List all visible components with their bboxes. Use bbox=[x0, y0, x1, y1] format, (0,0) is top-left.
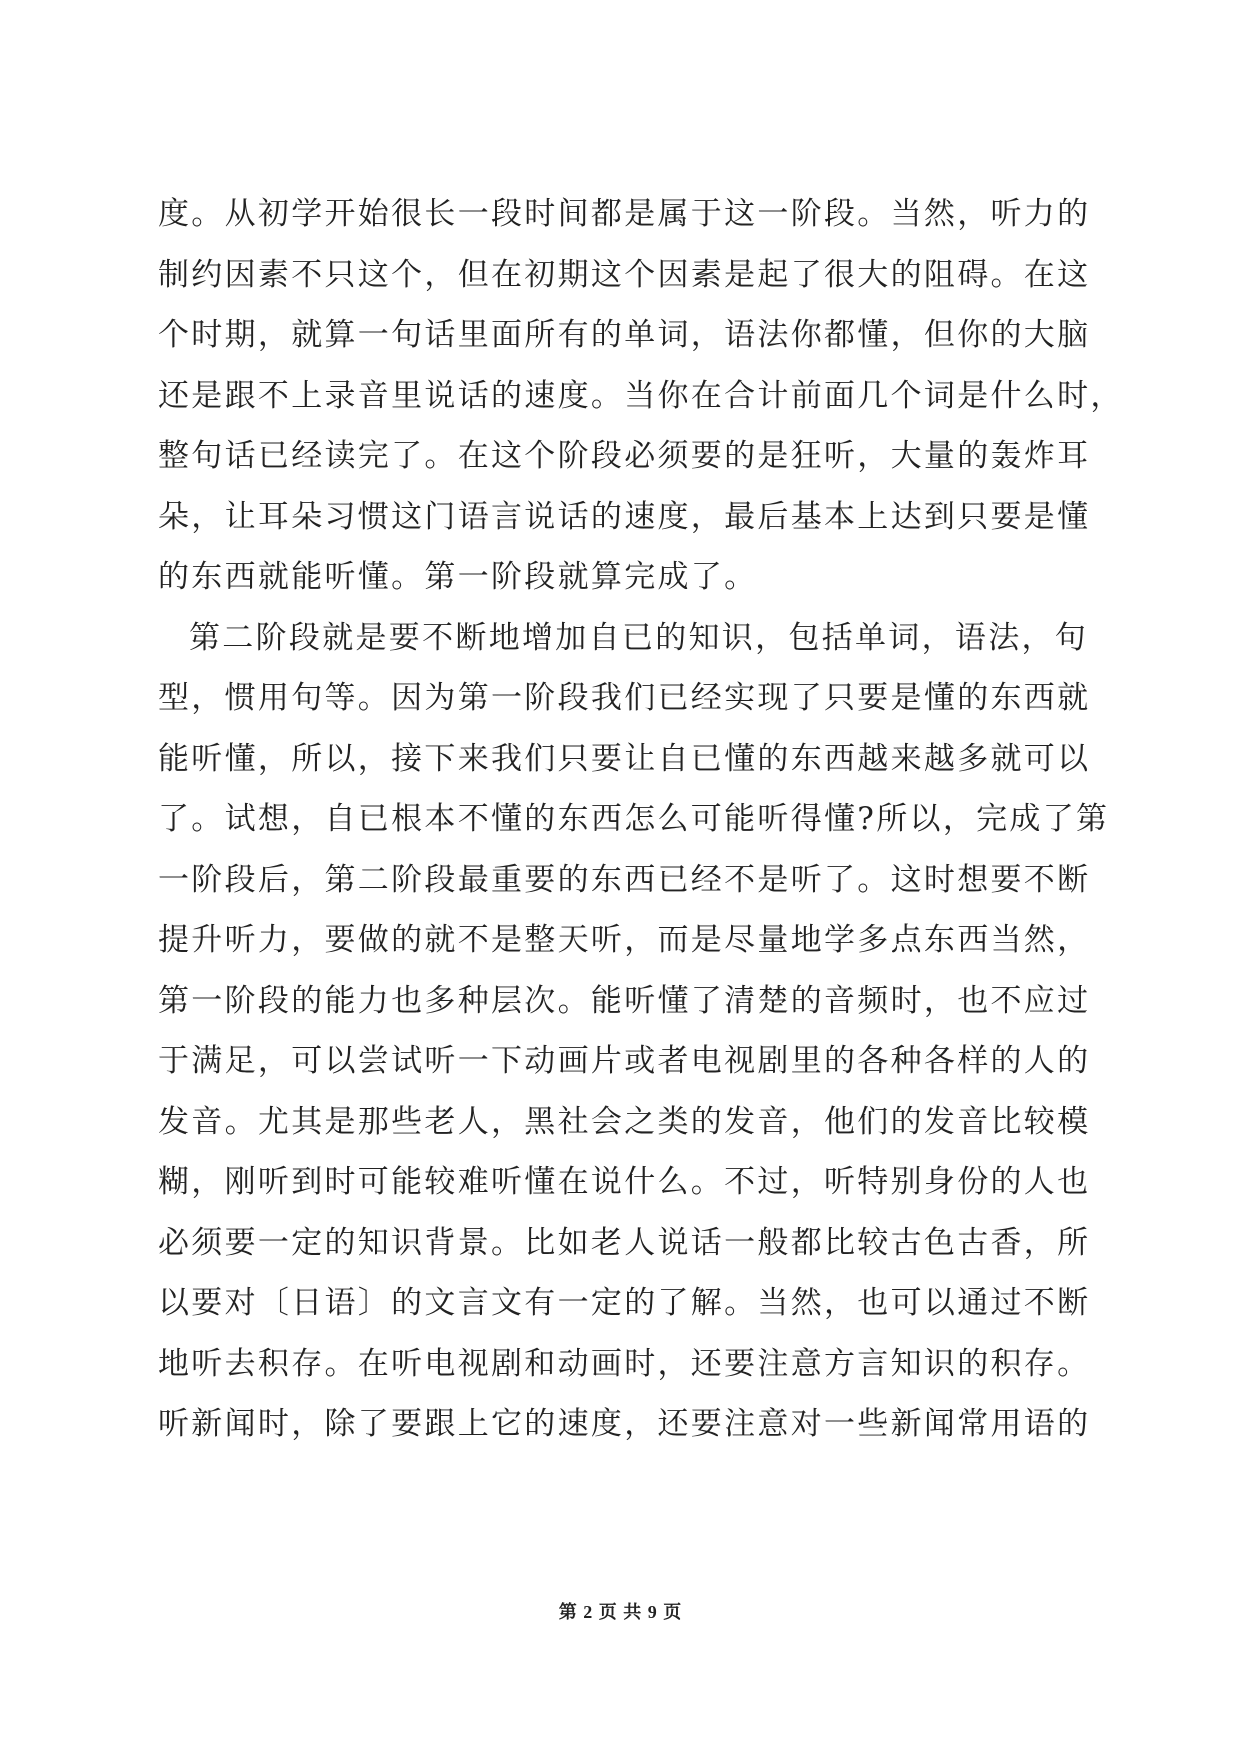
text-line: 第二阶段就是要不断地增加自已的知识，包括单词，语法，句 bbox=[189, 619, 1089, 656]
text-line: 于满足，可以尝试听一下动画片或者电视剧里的各种各样的人的 bbox=[158, 1043, 1091, 1079]
text-line: 了。试想，自已根本不懂的东西怎么可能听得懂?所以，完成了第 bbox=[158, 801, 1110, 837]
text-line: 个时期，就算一句话里面所有的单词，语法你都懂，但你的大脑 bbox=[158, 317, 1091, 353]
text-line: 以要对〔日语〕的文言文有一定的了解。当然，也可以通过不断 bbox=[158, 1285, 1091, 1321]
text-line: 发音。尤其是那些老人，黑社会之类的发音，他们的发音比较模 bbox=[158, 1103, 1091, 1140]
text-line: 必须要一定的知识背景。比如老人说话一般都比较古色古香，所 bbox=[158, 1224, 1091, 1261]
text-line: 一阶段后，第二阶段最重要的东西已经不是听了。这时想要不断 bbox=[158, 861, 1091, 898]
text-line: 糊，刚听到时可能较难听懂在说什么。不过，听特别身份的人也 bbox=[158, 1164, 1091, 1200]
text-line: 提升听力，要做的就不是整天听，而是尽量地学多点东西当然， bbox=[158, 922, 1091, 958]
text-line: 型，惯用句等。因为第一阶段我们已经实现了只要是懂的东西就 bbox=[158, 680, 1091, 716]
text-line: 能听懂，所以，接下来我们只要让自已懂的东西越来越多就可以 bbox=[158, 740, 1091, 777]
body-text bbox=[158, 184, 1124, 1455]
text-line: 第一阶段的能力也多种层次。能听懂了清楚的音频时，也不应过 bbox=[158, 982, 1091, 1019]
page-number-footer: 第 2 页 共 9 页 bbox=[558, 1602, 683, 1622]
text-line: 还是跟不上录音里说话的速度。当你在合计前面几个词是什么时， bbox=[158, 377, 1124, 414]
text-line: 的东西就能听懂。第一阶段就算完成了。 bbox=[158, 559, 758, 595]
text-line: 朵，让耳朵习惯这门语言说话的速度，最后基本上达到只要是懂 bbox=[158, 498, 1091, 535]
text-line: 整句话已经读完了。在这个阶段必须要的是狂听，大量的轰炸耳 bbox=[158, 438, 1091, 474]
text-line: 听新闻时，除了要跟上它的速度，还要注意对一些新闻常用语的 bbox=[158, 1406, 1091, 1442]
text-line: 制约因素不只这个，但在初期这个因素是起了很大的阻碍。在这 bbox=[158, 256, 1091, 293]
text-line: 度。从初学开始很长一段时间都是属于这一阶段。当然，听力的 bbox=[158, 196, 1091, 232]
text-line: 地听去积存。在听电视剧和动画时，还要注意方言知识的积存。 bbox=[158, 1345, 1091, 1382]
